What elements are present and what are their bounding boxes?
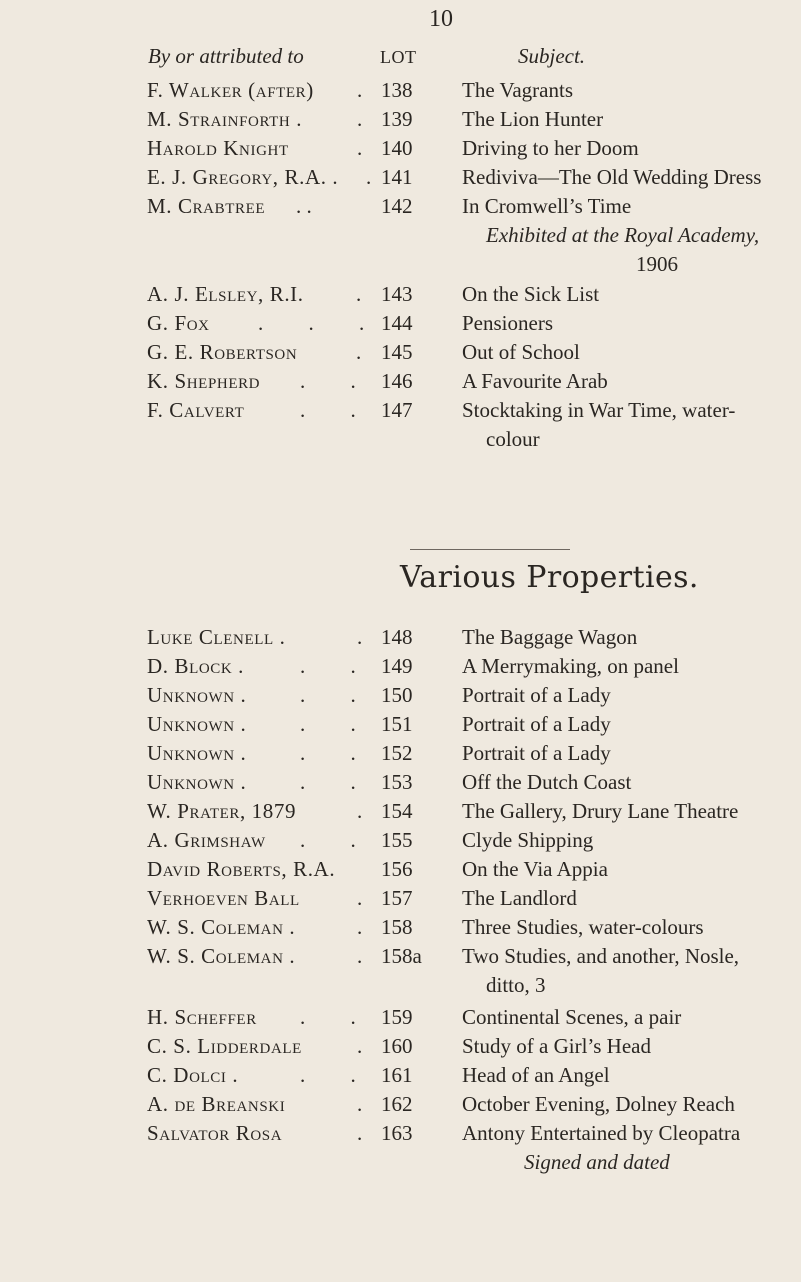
artist-name: H. Scheffer: [147, 1005, 257, 1029]
lot-number: 151: [381, 712, 413, 736]
subject-title: The Landlord: [462, 886, 577, 910]
lot-number: 144: [381, 311, 413, 335]
subject-title: Clyde Shipping: [462, 828, 594, 852]
subject-title: October Evening, Dolney Reach: [462, 1092, 735, 1116]
leader-dots: . .: [300, 369, 356, 393]
artist-name: Unknown .: [147, 683, 247, 707]
subject-title: Portrait of a Lady: [462, 683, 611, 707]
subject-title: Study of a Girl’s Head: [462, 1034, 651, 1058]
artist-name: E. J. Gregory, R.A. .: [147, 165, 339, 189]
leader-dots: . .: [300, 770, 356, 794]
lot-number: 138: [381, 78, 413, 102]
subject-title: In Cromwell’s Time: [462, 194, 632, 218]
lot-number: 154: [381, 799, 413, 823]
lot-number: 160: [381, 1034, 413, 1058]
catalogue-entry: [0, 944, 801, 978]
leader-dots: .: [357, 799, 363, 823]
lot-number: 150: [381, 683, 413, 707]
lot-number: 146: [381, 369, 413, 393]
leader-dots: . .: [300, 683, 356, 707]
leader-dots: .: [357, 136, 363, 160]
lot-number: 156: [381, 857, 413, 881]
lot-number: 158: [381, 915, 413, 939]
artist-name: A. Grimshaw: [147, 828, 266, 852]
header-subject: Subject.: [518, 44, 586, 68]
lot-number: 149: [381, 654, 413, 678]
leader-dots: . .: [300, 654, 356, 678]
artist-name: Salvator Rosa: [147, 1121, 283, 1145]
subject-title: Head of an Angel: [462, 1063, 610, 1087]
artist-name: K. Shepherd: [147, 369, 261, 393]
leader-dots: .: [357, 944, 363, 968]
lot-number: 161: [381, 1063, 413, 1087]
leader-dots: . .: [300, 828, 356, 852]
subject-title: Off the Dutch Coast: [462, 770, 632, 794]
artist-name: W. S. Coleman .: [147, 915, 296, 939]
subject-title: Antony Entertained by Cleopatra: [462, 1121, 741, 1145]
leader-dots: . .: [296, 194, 312, 218]
signature-note: Signed and dated: [524, 1150, 670, 1174]
lot-number: 158a: [381, 944, 422, 968]
subject-title: Continental Scenes, a pair: [462, 1005, 682, 1029]
lot-number: 148: [381, 625, 413, 649]
subject-title: On the Via Appia: [462, 857, 608, 881]
catalogue-entry: [0, 1121, 801, 1155]
leader-dots: .: [357, 625, 363, 649]
artist-name: W. Prater, 1879: [147, 799, 297, 823]
subject-title: A Favourite Arab: [462, 369, 608, 393]
subject-title: The Lion Hunter: [462, 107, 604, 131]
lot-number: 152: [381, 741, 413, 765]
artist-name: Harold Knight: [147, 136, 289, 160]
artist-name: D. Block .: [147, 654, 245, 678]
subject-title: Stocktaking in War Time, water-: [462, 398, 736, 422]
lot-number: 143: [381, 282, 413, 306]
lot-number: 153: [381, 770, 413, 794]
subject-title: Portrait of a Lady: [462, 741, 611, 765]
subject-title: A Merrymaking, on panel: [462, 654, 679, 678]
leader-dots: . .: [300, 741, 356, 765]
leader-dots: .: [356, 340, 362, 364]
header-lot: LOT: [380, 47, 417, 67]
artist-name: A. de Breanski: [147, 1092, 286, 1116]
artist-name: W. S. Coleman .: [147, 944, 296, 968]
catalogue-entry: [0, 398, 801, 432]
subject-title: The Gallery, Drury Lane Theatre: [462, 799, 739, 823]
artist-name: Unknown .: [147, 712, 247, 736]
subject-title: Driving to her Doom: [462, 136, 639, 160]
leader-dots: .: [357, 107, 363, 131]
exhibition-note: Exhibited at the Royal Academy,: [486, 223, 760, 247]
lot-number: 142: [381, 194, 413, 218]
subject-title: Three Studies, water-colours: [462, 915, 704, 939]
artist-name: M. Strainforth .: [147, 107, 303, 131]
leader-dots: .: [357, 1034, 363, 1058]
subject-title: The Vagrants: [462, 78, 573, 102]
subject-continuation: ditto, 3: [486, 973, 546, 997]
subject-title: On the Sick List: [462, 282, 600, 306]
lot-number: 159: [381, 1005, 413, 1029]
subject-title: Two Studies, and another, Nosle,: [462, 944, 740, 968]
lot-number: 140: [381, 136, 413, 160]
leader-dots: . .: [300, 712, 356, 736]
section-divider: [410, 549, 570, 550]
leader-dots: .: [357, 1092, 363, 1116]
subject-title: Rediviva—The Old Wedding Dress: [462, 165, 762, 189]
artist-name: Verhoeven Ball: [147, 886, 300, 910]
lot-number: 145: [381, 340, 413, 364]
lot-number: 162: [381, 1092, 413, 1116]
leader-dots: . .: [300, 398, 356, 422]
artist-name: C. S. Lidderdale: [147, 1034, 302, 1058]
lot-number: 163: [381, 1121, 413, 1145]
lot-number: 141: [381, 165, 413, 189]
leader-dots: .: [357, 915, 363, 939]
lot-number: 147: [381, 398, 413, 422]
header-by-attributed: By or attributed to: [148, 44, 304, 68]
artist-name: Luke Clenell .: [147, 625, 286, 649]
leader-dots: .: [356, 282, 362, 306]
subject-continuation: colour: [486, 427, 540, 451]
leader-dots: . .: [300, 1005, 356, 1029]
subject-title: Portrait of a Lady: [462, 712, 611, 736]
exhibition-year: 1906: [636, 252, 678, 276]
subject-title: The Baggage Wagon: [462, 625, 638, 649]
artist-name: G. E. Robertson: [147, 340, 298, 364]
lot-number: 155: [381, 828, 413, 852]
artist-name: Unknown .: [147, 741, 247, 765]
artist-name: A. J. Elsley, R.I.: [147, 282, 304, 306]
subject-title: Pensioners: [462, 311, 553, 335]
lot-number: 139: [381, 107, 413, 131]
leader-dots: .: [357, 1121, 363, 1145]
lot-number: 157: [381, 886, 413, 910]
artist-name: F. Calvert: [147, 398, 245, 422]
artist-name: Unknown .: [147, 770, 247, 794]
artist-name: David Roberts, R.A.: [147, 857, 336, 881]
subject-title: Out of School: [462, 340, 580, 364]
page-number: 10: [429, 6, 453, 32]
leader-dots: .: [357, 78, 363, 102]
leader-dots: . . .: [258, 311, 365, 335]
artist-name: M. Crabtree: [147, 194, 266, 218]
section-heading: Various Properties.: [400, 560, 699, 595]
leader-dots: . .: [300, 1063, 356, 1087]
artist-name: F. Walker (after): [147, 78, 314, 102]
leader-dots: .: [366, 165, 372, 189]
leader-dots: .: [357, 886, 363, 910]
artist-name: C. Dolci .: [147, 1063, 239, 1087]
artist-name: G. Fox: [147, 311, 210, 335]
